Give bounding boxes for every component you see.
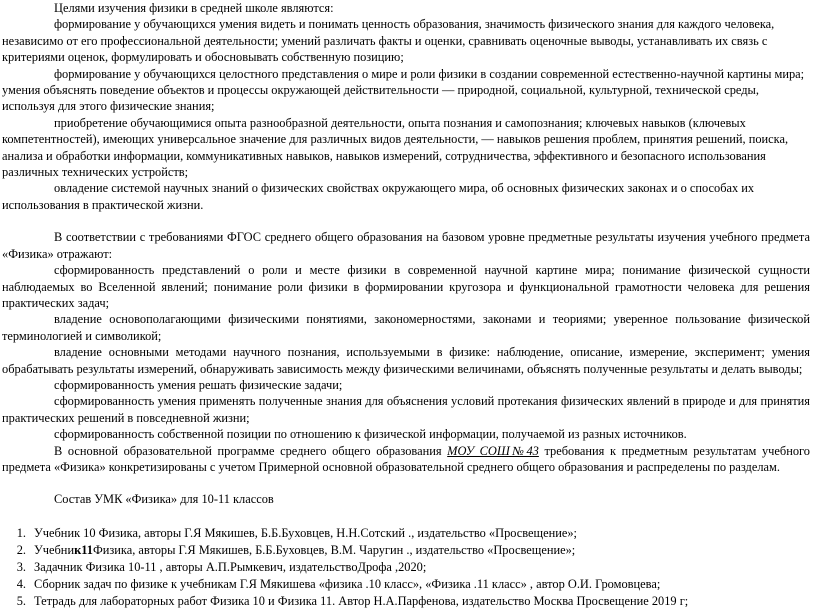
list-item-text xyxy=(34,542,575,559)
umk-list xyxy=(2,525,810,610)
spacer xyxy=(2,508,810,525)
list-item-number: 2. xyxy=(16,542,26,557)
spacer xyxy=(2,475,810,491)
list-item-text: Сборник задач по физике к учебникам Г.Я Мякишева «физика .10 класс», «Физика .11 класс» , автор О.И. Громовцева; xyxy=(34,576,661,591)
list-item-number: 3. xyxy=(16,559,26,574)
goal-item-4: овладение системой научных знаний о физических свойствах окружающего мира, об основных физических законах и о способах их использования в практической жизни. xyxy=(2,181,755,212)
program-text-before: В основной образовательной программе среднего общего образования xyxy=(54,443,448,458)
fgos-intro: В соответствии с требованиями ФГОС среднего общего образования на базовом уровне предметные результаты изучения учебного предмета «Физика» отражают: xyxy=(2,230,810,261)
fgos-item-1: сформированность представлений о роли и месте физики в современной научной картине мира; понимание физической сущности наблюдаемых во Вселенной явлений; понимание роли физики в формировании кругозора и функциональной грамотности человека для решения практических задач; xyxy=(2,263,810,310)
goals-intro: Целями изучения физики в средней школе являются: xyxy=(54,1,334,15)
goal-item-2: формирование у обучающихся целостного представления о мире и роли физики в создании современной естественно-научной картины мира; умения объяснять поведение объектов и процессы окружающей действительности — природной, социальной, культурной, технической среды, используя для этого физические знания; xyxy=(2,66,805,114)
goal-item-1: формирование у обучающихся умения видеть и понимать ценность образования, значимость физического знания для каждого человека, независимо от его профессиональной деятельности; умений различать факты и оценки, сравнивать оценочные выводы, устанавливать их связь с критериями оценок, формулировать и обосновывать собственную позицию; xyxy=(2,17,775,65)
list-item xyxy=(2,576,810,593)
spacer xyxy=(2,213,810,229)
program-text-after: требования к предметным результатам учебного предмета «Физика» конкретизированы с учетом Примерной основной образовательной среднего общего образования и распределены по разделам. xyxy=(2,443,810,474)
list-item-text: Тетрадь для лабораторных работ Физика 10 и Физика 11. Автор Н.А.Парфенова, издательство Москва Просвещение 2019 г; xyxy=(34,593,689,608)
program-paragraph xyxy=(2,443,810,476)
fgos-item-4: сформированность умения решать физические задачи; xyxy=(54,377,343,392)
list-item-number: 4. xyxy=(16,576,26,591)
umk-title: Состав УМК «Физика» для 10-11 классов xyxy=(54,492,274,507)
fgos-item-6: сформированность собственной позиции по отношению к физической информации, получаемой из разных источников. xyxy=(54,427,687,442)
fgos-item-3: владение основными методами научного познания, используемыми в физике: наблюдение, описание, измерение, эксперимент; умения обрабатывать результаты измерений, обнаруживать зависимость между физическими величинами, объяснять полученные результаты и делать выводы; xyxy=(2,345,810,376)
school-name: МОУ СОШ№43 xyxy=(447,443,539,458)
list-item-text-start: Учебни xyxy=(34,542,75,557)
list-item-text-rest: Физика, авторы Г.Я Мякишев, Б.Б.Буховцев, В.М. Чаругин ., издательство «Просвещение»; xyxy=(92,542,576,557)
list-item xyxy=(2,559,810,576)
fgos-item-5: сформированность умения применять полученные знания для объяснения условий протекания физических явлений в природе и для принятия практических решений в повседневной жизни; xyxy=(2,394,810,425)
list-item-bold: к11 xyxy=(74,542,93,557)
list-item-number: 5. xyxy=(16,593,26,608)
list-item-text: Задачник Физика 10-11 , авторы А.П.Рымкевич, издательствоДрофа ,2020; xyxy=(34,559,427,574)
fgos-item-2: владение основополагающими физическими понятиями, закономерностями, законами и теориями; уверенное пользование физической терминологией и символикой; xyxy=(2,312,810,343)
list-item xyxy=(2,525,810,542)
list-item xyxy=(2,593,810,610)
goal-item-3: приобретение обучающимися опыта разнообразной деятельности, опыта познания и самопознания; ключевых навыков (ключевых компетентностей), имеющих универсальное значение для различных видов деятельности, — навыков решения проблем, принятия решений, поиска, анализа и обработки информации, коммуникативных навыков, навыков измерений, сотрудничества, эффективного и безопасного использования различных технических устройств; xyxy=(2,115,789,180)
list-item-text: Учебник 10 Физика, авторы Г.Я Мякишев, Б.Б.Буховцев, Н.Н.Сотский ., издательство «Просвещение»; xyxy=(34,525,577,540)
list-item xyxy=(2,542,810,559)
list-item-number: 1. xyxy=(16,525,26,540)
